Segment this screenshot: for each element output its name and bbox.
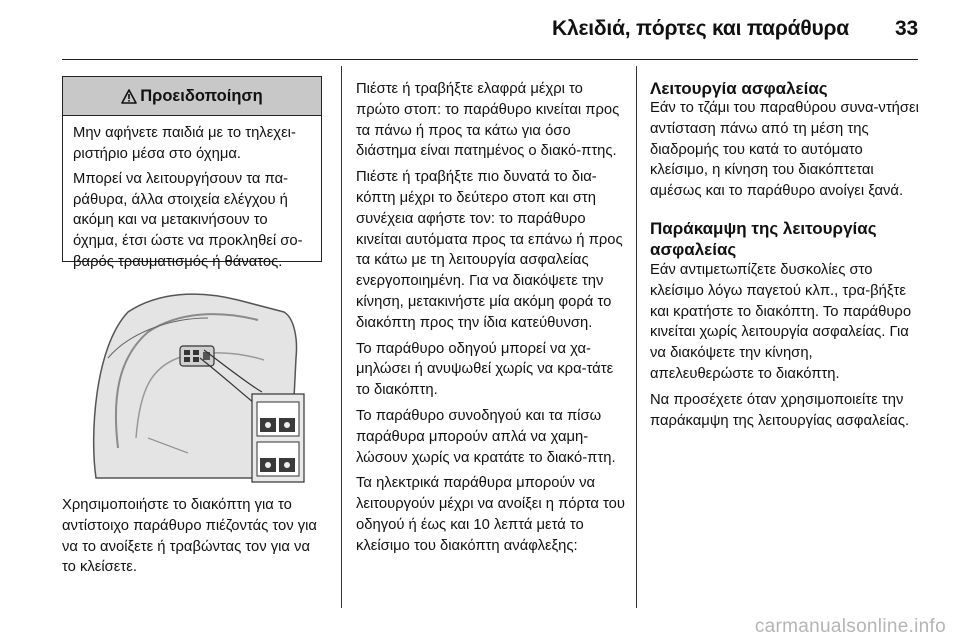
column-divider-1	[341, 66, 342, 608]
body-paragraph: Εάν το τζάμι του παραθύρου συνα-ντήσει αντίσταση πάνω από τη μέση της διαδρομής του κατά το αυτόματο κλείσιμο, η κίνηση του διακόπτεται αμέσως και το παράθυρο ανοίγει ξανά.	[650, 100, 919, 200]
door-window-switch-illustration	[88, 288, 306, 484]
body-paragraph: Πιέστε ή τραβήξτε ελαφρά μέχρι το πρώτο στοπ: το παράθυρο κινείται προς τα πάνω ή προς τα κάτω για όσο διάστημα είναι πατημένος ο διακό-πτης.	[356, 81, 620, 160]
body-paragraph: Τα ηλεκτρικά παράθυρα μπορούν να λειτουργούν μέχρι να ανοίξει η πόρτα του οδηγού ή έως και 10 λεπτά μετά το κλείσιμο του διακόπτη ανάφλεξης:	[356, 475, 625, 554]
warning-triangle-icon	[121, 89, 137, 104]
section-heading-safety-function: Λειτουργία ασφαλείας	[650, 79, 828, 98]
caption-paragraph: Χρησιμοποιήστε το διακόπτη για το αντίστοιχο παράθυρο πιέζοντάς τον για να το ανοίξετε ή τραβώντας τον για να το κλείσετε.	[62, 497, 317, 576]
watermark: carmanualsonline.info	[754, 616, 946, 637]
page-title: Κλειδιά, πόρτες και παράθυρα	[552, 17, 850, 40]
figure-caption	[62, 495, 324, 583]
column-divider-2	[636, 66, 637, 608]
column-3	[650, 79, 920, 436]
warning-paragraph: Μην αφήνετε παιδιά με το τηλεχει-ριστήριο μέσα στο όχημα.	[73, 125, 296, 162]
warning-paragraph: Μπορεί να λειτουργήσουν τα πα-ράθυρα, άλλα στοιχεία ελέγχου ή ακόμη και να μετακινήσουν το όχημα, έτσι ώστε να προκληθεί σο-βαρός τραυματισμός ή θάνατος.	[73, 171, 303, 270]
body-paragraph: Το παράθυρο οδηγού μπορεί να χα-μηλώσει ή ανυψωθεί χωρίς να κρα-τάτε το διακόπτη.	[356, 340, 614, 399]
column-2	[356, 79, 628, 562]
switch-panel-inset	[252, 394, 304, 482]
warning-body	[63, 116, 321, 272]
page-header	[552, 17, 918, 41]
section-heading-safety-override: Παράκαμψη της λειτουργίας ασφαλείας	[650, 218, 877, 259]
warning-title: Προειδοποίηση	[140, 86, 263, 105]
body-paragraph: Εάν αντιμετωπίζετε δυσκολίες στο κλείσιμο λόγω παγετού κλπ., τρα-βήξτε και κρατήστε το διακόπτη. Το παράθυρο κινείται χωρίς λειτουργία ασφαλείας. Για να διακόψετε την κίνηση, απελευθερώστε το διακόπτη.	[650, 261, 912, 382]
warning-box	[62, 76, 322, 270]
header-rule	[62, 59, 918, 60]
page-number: 33	[895, 17, 918, 40]
body-paragraph: Το παράθυρο συνοδηγού και τα πίσω παράθυρα μπορούν απλά να χαμη-λώσουν χωρίς να κρατάτε το διακό-πτη.	[356, 407, 616, 466]
body-paragraph: Να προσέχετε όταν χρησιμοποιείτε την παράκαμψη της λειτουργίας ασφαλείας.	[650, 391, 910, 429]
warning-header	[63, 77, 321, 116]
body-paragraph: Πιέστε ή τραβήξτε πιο δυνατά το δια-κόπτη μέχρι το δεύτερο στοπ και στη συνέχεια αφήστε τον: το παράθυρο κινείται αυτόματα προς τα επάνω ή προς τα κάτω με τη λειτουργία ασφαλείας ενεργοποιημένη. Για να διακόψετε την κίνηση, μετακινήστε μία ακόμη φορά το διακόπτη προς την ίδια κατεύθυνση.	[356, 169, 623, 331]
